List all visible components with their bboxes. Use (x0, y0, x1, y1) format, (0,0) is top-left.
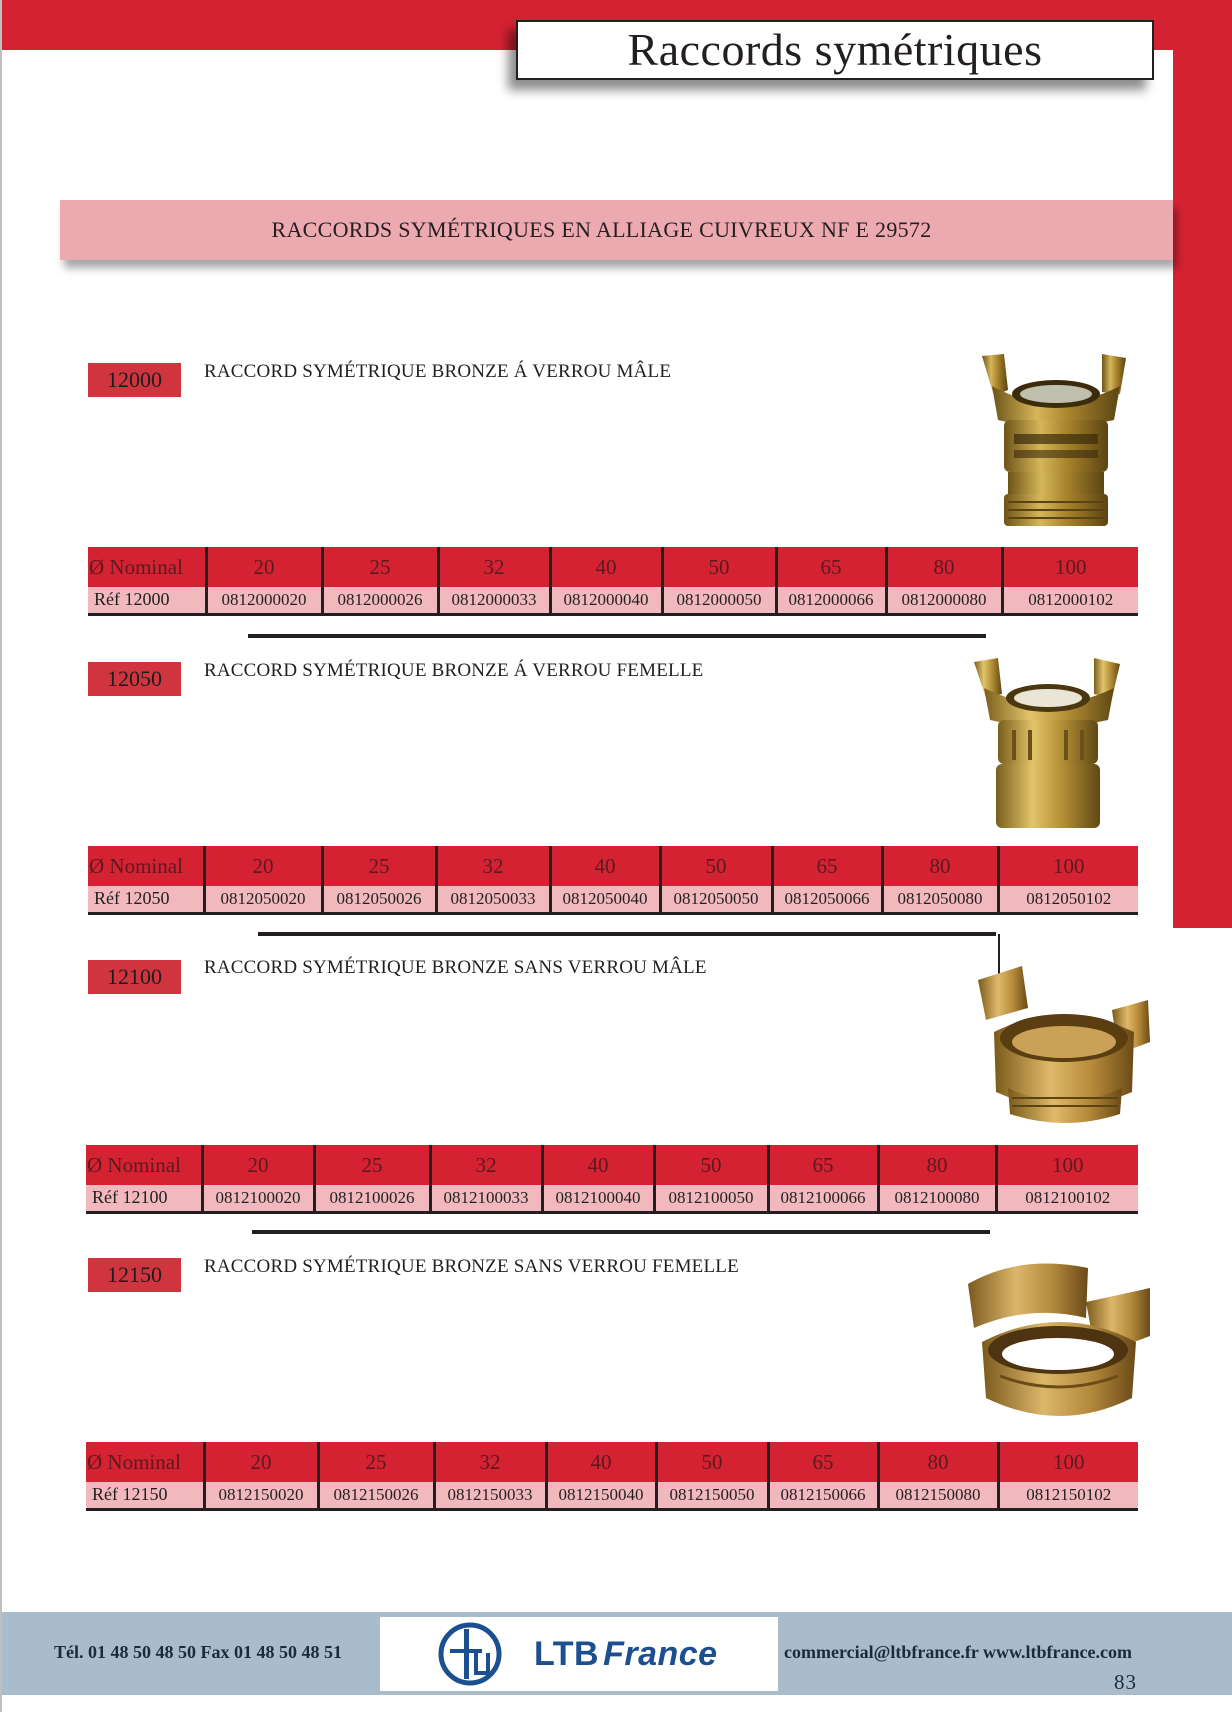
section-banner (60, 200, 1173, 260)
column-header-label: Ø Nominal (88, 846, 204, 886)
spec-table-12150 (86, 1442, 1138, 1511)
code-cell: 0812150066 (768, 1482, 878, 1509)
ltb-logo[interactable] (380, 1617, 778, 1691)
phone-fax: Tél. 01 48 50 48 50 Fax 01 48 50 48 51 (54, 1642, 342, 1662)
code-cell: 0812150050 (656, 1482, 768, 1509)
right-red-band (1173, 50, 1232, 928)
size-cell: 40 (550, 846, 660, 886)
size-cell: 80 (886, 547, 1002, 587)
code-cell: 0812000080 (886, 587, 1002, 614)
ref-badge: 12000 (88, 363, 181, 397)
size-cell: 25 (318, 1442, 434, 1482)
code-cell: 0812000066 (776, 587, 886, 614)
size-header-row (88, 547, 1138, 587)
size-cell: 32 (436, 846, 550, 886)
row-label: Réf 12150 (86, 1482, 204, 1509)
size-cell: 80 (878, 1442, 998, 1482)
size-cell: 80 (882, 846, 998, 886)
spec-table-12050 (88, 846, 1138, 915)
separator-line (248, 634, 986, 638)
row-label: Réf 12100 (86, 1185, 202, 1212)
code-row (88, 886, 1138, 913)
spec-table-12100 (86, 1145, 1138, 1214)
section-heading: RACCORDS SYMÉTRIQUES EN ALLIAGE CUIVREUX NF E 29572 (271, 217, 932, 242)
code-cell: 0812000026 (322, 587, 438, 614)
code-cell: 0812100033 (430, 1185, 542, 1212)
size-cell: 50 (662, 547, 776, 587)
size-cell: 20 (202, 1145, 314, 1185)
product-title: RACCORD SYMÉTRIQUE BRONZE Á VERROU FEMELLE (204, 660, 704, 681)
code-cell: 0812100102 (996, 1185, 1138, 1212)
size-cell: 100 (998, 846, 1138, 886)
size-cell: 32 (430, 1145, 542, 1185)
code-cell: 0812150040 (546, 1482, 656, 1509)
code-cell: 0812100080 (878, 1185, 996, 1212)
page-footer (2, 1612, 1232, 1695)
page-title-box (516, 20, 1154, 80)
logo-suffix: France (603, 1635, 718, 1673)
size-cell: 50 (660, 846, 772, 886)
separator-line (258, 932, 996, 936)
contact-info[interactable]: commercial@ltbfrance.fr www.ltbfrance.com (784, 1642, 1132, 1662)
ref-badge: 12100 (88, 960, 181, 994)
coupling-no-lock-female-photo (960, 1258, 1156, 1428)
code-cell: 0812100050 (654, 1185, 768, 1212)
code-cell: 0812100040 (542, 1185, 654, 1212)
code-cell: 0812000050 (662, 587, 776, 614)
product-title: RACCORD SYMÉTRIQUE BRONZE Á VERROU MÂLE (204, 361, 672, 382)
code-cell: 0812150033 (434, 1482, 546, 1509)
row-label: Réf 12000 (88, 587, 206, 614)
code-cell: 0812050020 (204, 886, 322, 913)
column-header-label: Ø Nominal (86, 1442, 204, 1482)
code-cell: 0812000020 (206, 587, 322, 614)
logo-wordmark (534, 1635, 718, 1674)
code-cell: 0812050066 (772, 886, 882, 913)
size-cell: 20 (204, 846, 322, 886)
size-cell: 20 (204, 1442, 318, 1482)
size-cell: 20 (206, 547, 322, 587)
code-cell: 0812050033 (436, 886, 550, 913)
product-title: RACCORD SYMÉTRIQUE BRONZE SANS VERROU MÂLE (204, 957, 707, 978)
size-cell: 32 (434, 1442, 546, 1482)
code-row (86, 1185, 1138, 1212)
code-cell: 0812000033 (438, 587, 550, 614)
code-cell: 0812000102 (1002, 587, 1138, 614)
size-cell: 40 (546, 1442, 656, 1482)
code-cell: 0812050050 (660, 886, 772, 913)
size-cell: 25 (322, 846, 436, 886)
size-cell: 50 (654, 1145, 768, 1185)
code-cell: 0812150080 (878, 1482, 998, 1509)
size-cell: 65 (776, 547, 886, 587)
size-cell: 25 (322, 547, 438, 587)
size-cell: 100 (998, 1442, 1138, 1482)
size-cell: 40 (550, 547, 662, 587)
code-cell: 0812000040 (550, 587, 662, 614)
logo-name: LTB (534, 1635, 600, 1673)
code-cell: 0812150102 (998, 1482, 1138, 1509)
size-header-row (88, 846, 1138, 886)
code-cell: 0812100066 (768, 1185, 878, 1212)
bottom-margin (2, 1695, 1232, 1712)
page-title: Raccords symétriques (627, 24, 1043, 75)
size-cell: 65 (768, 1145, 878, 1185)
separator-line (252, 1230, 990, 1234)
code-cell: 0812050026 (322, 886, 436, 913)
code-cell: 0812050102 (998, 886, 1138, 913)
code-cell: 0812050040 (550, 886, 660, 913)
ref-badge: 12150 (88, 1258, 181, 1292)
code-row (88, 587, 1138, 614)
column-header-label: Ø Nominal (86, 1145, 202, 1185)
ltb-logo-icon (436, 1621, 504, 1687)
page-left-edge (0, 0, 2, 1712)
coupling-no-lock-male-photo (972, 962, 1156, 1130)
size-cell: 65 (772, 846, 882, 886)
code-row (86, 1482, 1138, 1509)
spec-table-12000 (88, 547, 1138, 616)
code-cell: 0812100020 (202, 1185, 314, 1212)
size-cell: 100 (996, 1145, 1138, 1185)
size-cell: 100 (1002, 547, 1138, 587)
code-cell: 0812150020 (204, 1482, 318, 1509)
size-cell: 32 (438, 547, 550, 587)
page-number: 83 (1114, 1670, 1137, 1694)
row-label: Réf 12050 (88, 886, 204, 913)
code-cell: 0812150026 (318, 1482, 434, 1509)
size-cell: 40 (542, 1145, 654, 1185)
product-title: RACCORD SYMÉTRIQUE BRONZE SANS VERROU FEMELLE (204, 1256, 739, 1277)
size-cell: 25 (314, 1145, 430, 1185)
size-cell: 50 (656, 1442, 768, 1482)
size-cell: 80 (878, 1145, 996, 1185)
size-header-row (86, 1145, 1138, 1185)
code-cell: 0812100026 (314, 1185, 430, 1212)
ref-badge: 12050 (88, 662, 181, 696)
code-cell: 0812050080 (882, 886, 998, 913)
size-header-row (86, 1442, 1138, 1482)
coupling-with-lock-male-photo (974, 350, 1136, 530)
size-cell: 65 (768, 1442, 878, 1482)
coupling-with-lock-female-photo (968, 654, 1128, 834)
column-header-label: Ø Nominal (88, 547, 206, 587)
